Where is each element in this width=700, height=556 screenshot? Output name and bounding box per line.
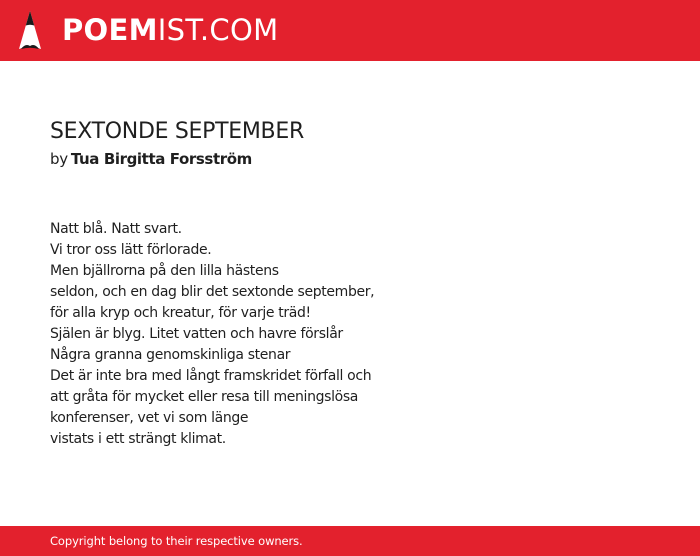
poem-line: Men bjällrorna på den lilla hästens [50,263,279,279]
poem-body [50,219,374,450]
poem-line: att gråta för mycket eller resa till meningslösa [50,389,359,405]
poem-line: vistats i ett strängt klimat. [50,431,226,447]
poem-byline [50,149,252,169]
site-logo-text [62,12,278,48]
poem-line: för alla kryp och kreatur, för varje träd! [50,305,311,321]
poem-line: seldon, och en dag blir det sextonde september, [50,284,375,300]
site-footer [0,526,700,556]
poem-line: Det är inte bra med långt framskridet förfall och [50,368,372,384]
logo-text-bold: POEM [62,13,158,47]
poem-line: Några granna genomskinliga stenar [50,347,291,363]
logo-link[interactable] [0,0,279,61]
site-header [0,0,700,61]
logo-text-light: IST.COM [157,13,279,47]
copyright-text: Copyright belong to their respective owners. [50,534,303,548]
poem-line: Natt blå. Natt svart. [50,221,182,237]
poem-line: Själen är blyg. Litet vatten och havre förslår [50,326,343,342]
poem-line: Vi tror oss lätt förlorade. [50,242,212,258]
poem-title: SEXTONDE SEPTEMBER [50,119,304,144]
author-link[interactable]: Tua Birgitta Forsström [70,150,252,168]
pencil-tip-icon [18,10,42,51]
by-label: by [50,150,68,168]
poem-line: konferenser, vet vi som länge [50,410,249,426]
